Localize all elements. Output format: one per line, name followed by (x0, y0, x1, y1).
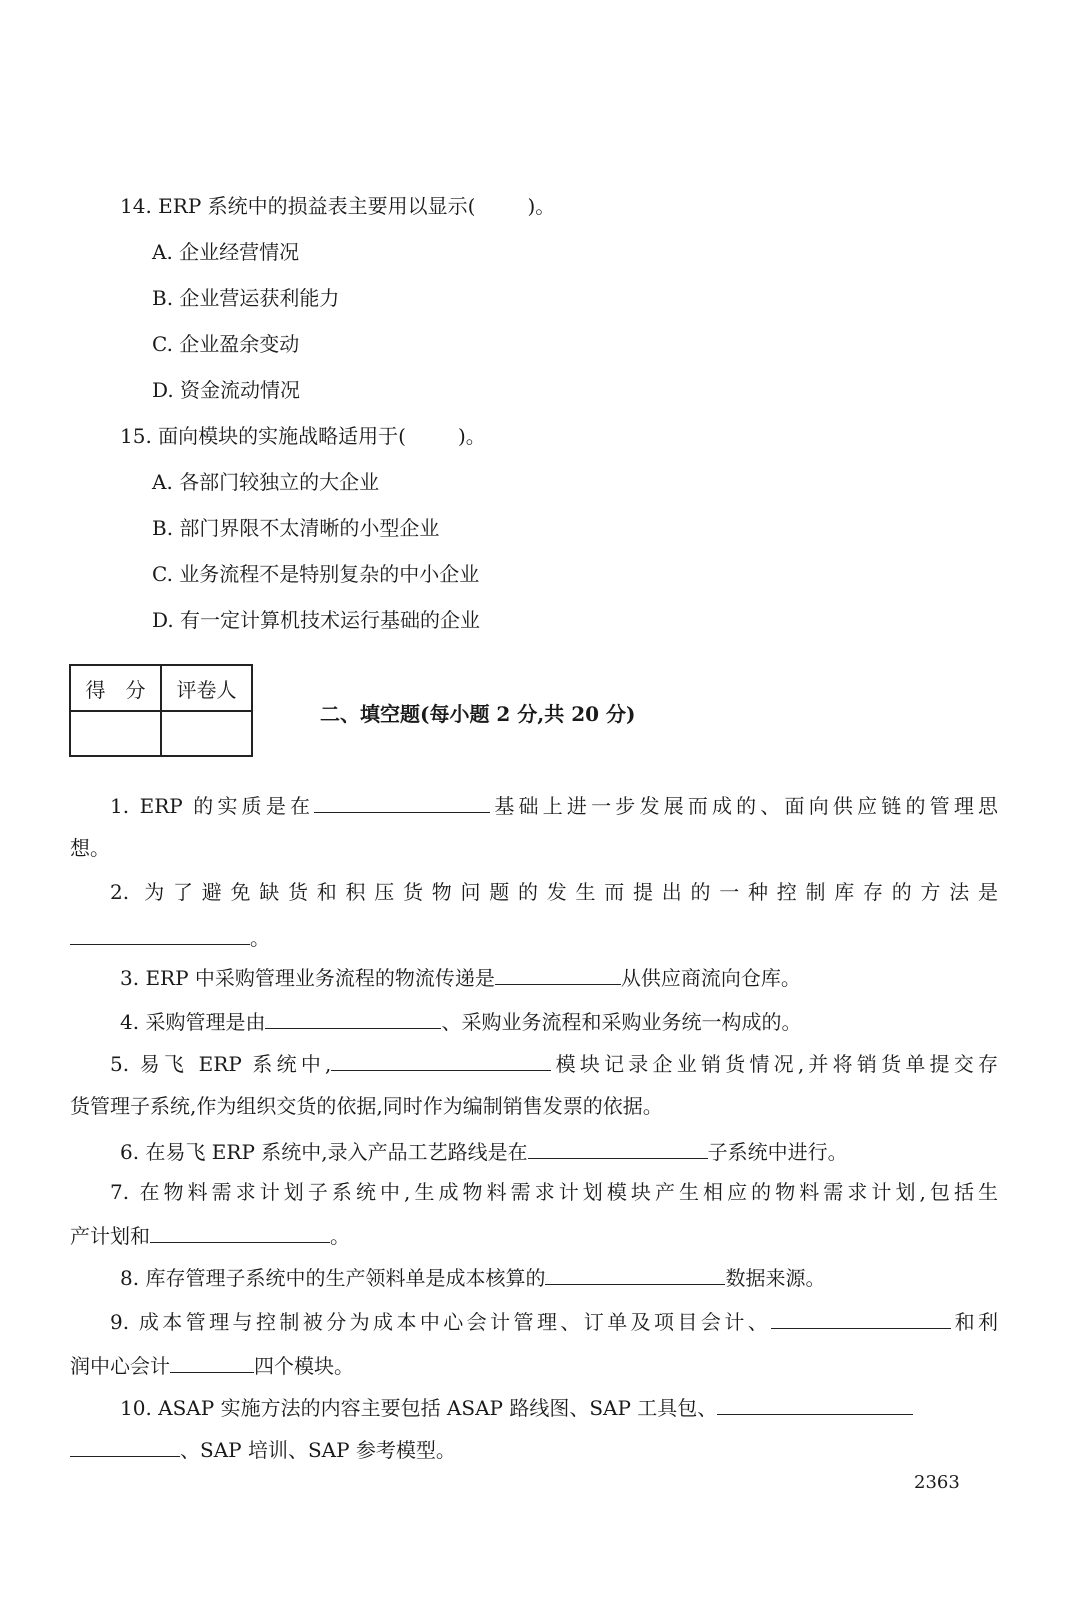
fill-q3 (120, 962, 801, 992)
q15-option-b: B. 部门界限不太清晰的小型企业 (152, 516, 440, 540)
fill-q8-blank[interactable] (545, 1262, 725, 1285)
q14-option-b: B. 企业营运获利能力 (152, 286, 340, 310)
question-15-stem: 15. 面向模块的实施战略适用于( (120, 424, 406, 448)
question-14 (120, 192, 555, 220)
fill-q6 (120, 1136, 848, 1166)
fill-q1 (110, 790, 998, 820)
fill-q7: 7. 在物料需求计划子系统中,生成物料需求计划模块产生相应的物料需求计划,包括生 (110, 1180, 998, 1204)
fill-q9-pre: 9. 成本管理与控制被分为成本中心会计管理、订单及项目会计、 (110, 1310, 772, 1334)
score-label: 得 分 (70, 665, 161, 711)
fill-q9-blank-2[interactable] (170, 1350, 254, 1373)
fill-q7-end: 。 (330, 1224, 350, 1248)
fill-q10-cont (70, 1434, 456, 1464)
fill-q4-post: 、采购业务流程和采购业务统一构成的。 (441, 1010, 802, 1034)
fill-q10-end: 、SAP 培训、SAP 参考模型。 (180, 1438, 456, 1462)
score-cell[interactable] (70, 711, 161, 756)
fill-q10 (120, 1392, 913, 1422)
fill-q2-end: 。 (250, 926, 270, 950)
fill-q5-cont: 货管理子系统,作为组织交货的依据,同时作为编制销售发票的依据。 (70, 1094, 663, 1118)
question-14-stem-end: )。 (527, 194, 556, 218)
grader-cell[interactable] (161, 711, 252, 756)
fill-q5 (110, 1048, 998, 1078)
q14-option-c: C. 企业盈余变动 (152, 332, 300, 356)
fill-q8 (120, 1262, 825, 1292)
fill-q8-pre: 8. 库存管理子系统中的生产领料单是成本核算的 (120, 1266, 546, 1290)
fill-q7-cont-pre: 产计划和 (70, 1224, 150, 1248)
fill-q4 (120, 1006, 801, 1036)
question-15-stem-end: )。 (457, 424, 486, 448)
page-number: 2363 (914, 1472, 960, 1493)
fill-q6-blank[interactable] (528, 1136, 708, 1159)
fill-q10-pre: 10. ASAP 实施方法的内容主要包括 ASAP 路线图、SAP 工具包、 (120, 1396, 718, 1420)
fill-q1-pre: 1. ERP 的实质是在 (110, 794, 315, 818)
grader-label: 评卷人 (161, 665, 252, 711)
fill-q7-blank[interactable] (150, 1220, 330, 1243)
fill-q2-blank[interactable] (70, 922, 250, 945)
fill-q1-cont: 想。 (70, 836, 110, 860)
question-15 (120, 422, 486, 450)
q14-option-d: D. 资金流动情况 (152, 378, 301, 402)
fill-q2-cont (70, 922, 270, 952)
fill-q7-cont (70, 1220, 350, 1250)
fill-q9-cont (70, 1350, 354, 1380)
fill-q5-pre: 5. 易飞 ERP 系统中, (110, 1052, 332, 1076)
fill-q10-blank-2[interactable] (70, 1434, 180, 1457)
fill-q9-end: 四个模块。 (254, 1354, 354, 1378)
q15-option-a: A. 各部门较独立的大企业 (152, 470, 380, 494)
q15-option-c: C. 业务流程不是特别复杂的中小企业 (152, 562, 480, 586)
fill-q6-pre: 6. 在易飞 ERP 系统中,录入产品工艺路线是在 (120, 1140, 528, 1164)
fill-q1-blank[interactable] (314, 790, 490, 813)
fill-q2: 2. 为了避免缺货和积压货物问题的发生而提出的一种控制库存的方法是 (110, 880, 998, 904)
fill-q9-post: 和利 (951, 1310, 998, 1334)
fill-q3-blank[interactable] (495, 962, 621, 985)
fill-q4-blank[interactable] (265, 1006, 441, 1029)
fill-q6-post: 子系统中进行。 (707, 1140, 848, 1164)
score-table (69, 664, 253, 757)
fill-q10-blank-1[interactable] (717, 1392, 913, 1415)
section-title: 二、填空题(每小题 2 分,共 20 分) (320, 702, 636, 726)
fill-q4-pre: 4. 采购管理是由 (120, 1010, 266, 1034)
fill-q5-blank[interactable] (331, 1048, 551, 1071)
fill-q9 (110, 1306, 998, 1336)
fill-q9-cont-pre: 润中心会计 (70, 1354, 170, 1378)
fill-q9-blank-1[interactable] (771, 1306, 951, 1329)
q15-option-d: D. 有一定计算机技术运行基础的企业 (152, 608, 481, 632)
question-14-stem: 14. ERP 系统中的损益表主要用以显示( (120, 194, 476, 218)
fill-q8-post: 数据来源。 (725, 1266, 826, 1290)
fill-q3-pre: 3. ERP 中采购管理业务流程的物流传递是 (120, 966, 495, 990)
q14-option-a: A. 企业经营情况 (152, 240, 300, 264)
fill-q5-post: 模块记录企业销货情况,并将销货单提交存 (551, 1052, 998, 1076)
fill-q1-post: 基础上进一步发展而成的、面向供应链的管理思 (490, 794, 998, 818)
fill-q3-post: 从供应商流向仓库。 (620, 966, 801, 990)
